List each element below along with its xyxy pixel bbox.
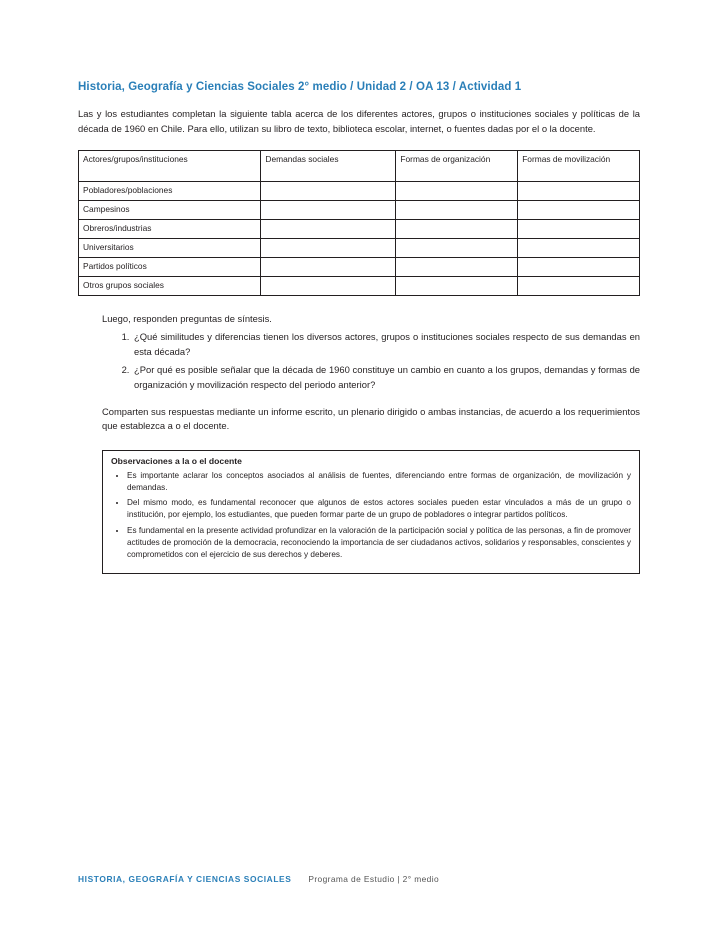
table-header-movilizacion: Formas de movilización xyxy=(518,151,640,182)
table-row xyxy=(79,220,640,239)
synthesis-section xyxy=(102,312,640,434)
observation-item: • Del mismo modo, es fundamental reconocer que algunos de estos actores sociales pueden estar vinculados a más de un grupo o institución, por ejemplo, los estudiantes, que pueden formar parte de un grupo de pobladores o integrar partidos políticos. xyxy=(127,497,631,521)
question-item: 1. ¿Qué similitudes y diferencias tienen los diversos actores, grupos o instituciones sociales respecto de sus demandas en esta década? xyxy=(132,330,640,359)
table-cell-actor: Pobladores/poblaciones xyxy=(79,182,261,201)
table-cell-movilizacion[interactable] xyxy=(518,201,640,220)
document-content xyxy=(78,80,640,574)
actors-table xyxy=(78,150,640,296)
footer-subject: HISTORIA, GEOGRAFÍA Y CIENCIAS SOCIALES xyxy=(78,874,292,884)
footer-program: Programa de Estudio | 2° medio xyxy=(308,874,440,884)
table-row xyxy=(79,258,640,277)
table-cell-actor: Obreros/industrias xyxy=(79,220,261,239)
page-footer xyxy=(78,874,640,884)
table-cell-movilizacion[interactable] xyxy=(518,182,640,201)
table-cell-organizacion[interactable] xyxy=(396,220,518,239)
table-cell-actor: Campesinos xyxy=(79,201,261,220)
questions-list xyxy=(102,330,640,392)
table-cell-demandas[interactable] xyxy=(261,182,396,201)
table-cell-demandas[interactable] xyxy=(261,239,396,258)
observations-box xyxy=(102,450,640,574)
table-row xyxy=(79,182,640,201)
intro-paragraph: Las y los estudiantes completan la siguiente tabla acerca de los diferentes actores, grupos o instituciones sociales y políticas de la década de 1960 en Chile. Para ello, utilizan su libro de texto, biblioteca escolar, internet, o fuentes dadas por el o la docente. xyxy=(78,107,640,134)
table-cell-organizacion[interactable] xyxy=(396,182,518,201)
table-cell-actor: Otros grupos sociales xyxy=(79,277,261,296)
table-cell-movilizacion[interactable] xyxy=(518,277,640,296)
table-cell-organizacion[interactable] xyxy=(396,201,518,220)
observation-item: • Es fundamental en la presente actividad profundizar en la valoración de la participación social y política de las personas, a fin de promover actitudes de promoción de la democracia, reconociendo la importancia de ser ciudadanos activos, solidarios y responsables, conscientes y comprometidos con el ejercicio de sus derechos y deberes. xyxy=(127,525,631,561)
table-cell-organizacion[interactable] xyxy=(396,258,518,277)
table-cell-actor: Partidos políticos xyxy=(79,258,261,277)
closing-paragraph: Comparten sus respuestas mediante un informe escrito, un plenario dirigido o ambas instancias, de acuerdo a los requerimientos que establezca a o el docente. xyxy=(102,405,640,432)
table-cell-demandas[interactable] xyxy=(261,201,396,220)
table-cell-demandas[interactable] xyxy=(261,277,396,296)
table-cell-organizacion[interactable] xyxy=(396,277,518,296)
table-header-organizacion: Formas de organización xyxy=(396,151,518,182)
observations-title: Observaciones a la o el docente xyxy=(111,455,242,466)
luego-text: Luego, responden preguntas de síntesis. xyxy=(102,313,272,325)
table-cell-organizacion[interactable] xyxy=(396,239,518,258)
table-cell-movilizacion[interactable] xyxy=(518,239,640,258)
table-cell-movilizacion[interactable] xyxy=(518,258,640,277)
table-header-demandas: Demandas sociales xyxy=(261,151,396,182)
page-title: Historia, Geografía y Ciencias Sociales 2° medio / Unidad 2 / OA 13 / Actividad 1 xyxy=(78,81,522,93)
table-cell-demandas[interactable] xyxy=(261,258,396,277)
observation-item: • Es importante aclarar los conceptos asociados al análisis de fuentes, diferenciando entre formas de organización, de movilización y demandas. xyxy=(127,470,631,494)
table-header-row xyxy=(79,151,640,182)
table-cell-movilizacion[interactable] xyxy=(518,220,640,239)
table-row xyxy=(79,277,640,296)
table-cell-actor: Universitarios xyxy=(79,239,261,258)
table-header-actores: Actores/grupos/instituciones xyxy=(79,151,261,182)
table-row xyxy=(79,239,640,258)
question-item: 2. ¿Por qué es posible señalar que la década de 1960 constituye un cambio en cuanto a los grupos, demandas y formas de organización y movilización respecto del periodo anterior? xyxy=(132,363,640,392)
table-row xyxy=(79,201,640,220)
observations-list xyxy=(111,470,631,561)
table-cell-demandas[interactable] xyxy=(261,220,396,239)
